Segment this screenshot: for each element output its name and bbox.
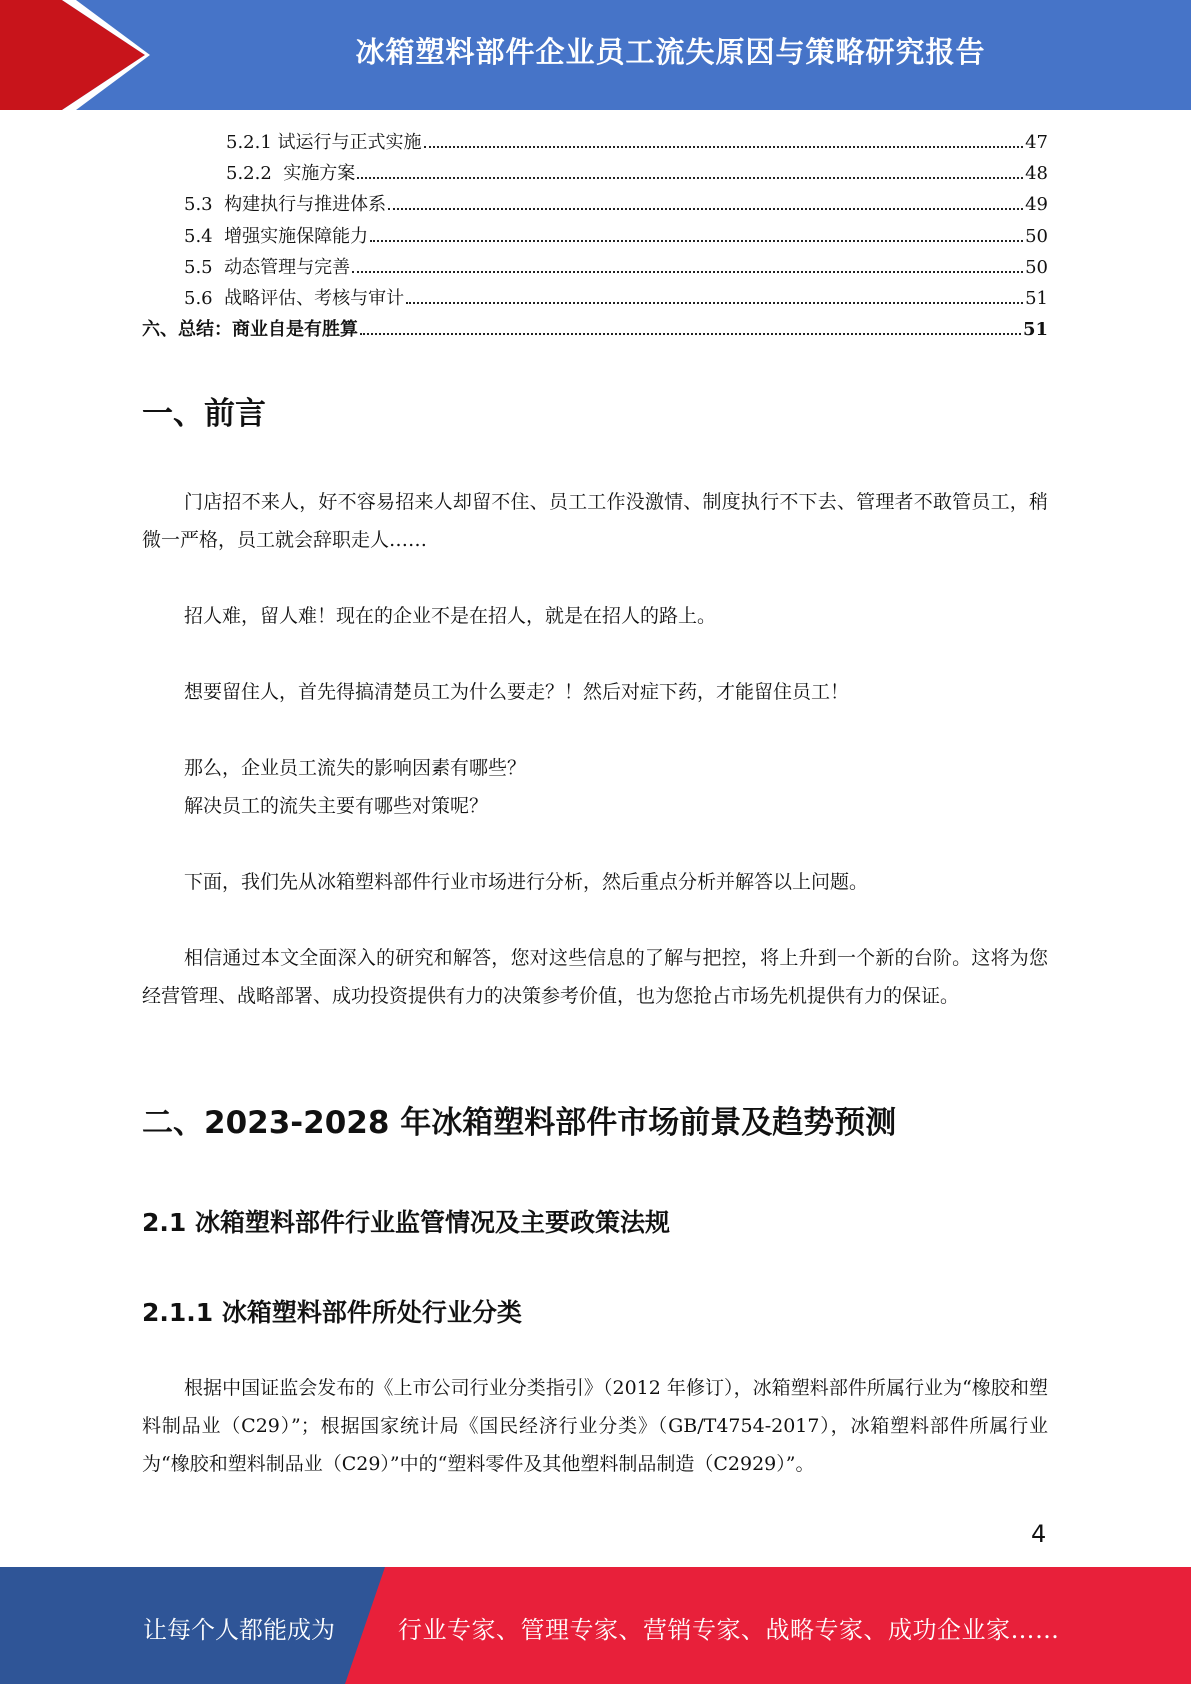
toc-leader-dots — [370, 239, 1023, 242]
toc-leader-dots — [352, 270, 1023, 273]
toc-entry[interactable] — [142, 222, 1048, 253]
toc-entry-title: 战略评估、考核与审计 — [224, 287, 405, 309]
paragraph: 招人难，留人难！现在的企业不是在招人，就是在招人的路上。 — [184, 605, 717, 627]
toc-entry-number: 5.2.2 — [226, 163, 278, 185]
paragraph: 想要留住人，首先得搞清楚员工为什么要走？！然后对症下药，才能留住员工！ — [184, 681, 850, 703]
paragraph: 解决员工的流失主要有哪些对策呢？ — [184, 795, 489, 817]
toc-leader-dots — [360, 332, 1021, 335]
toc-entry-title: 试运行与正式实施 — [277, 132, 422, 153]
section-heading-market: 二、2023-2028 年冰箱塑料部件市场前景及趋势预测 — [142, 1105, 897, 1141]
toc-entry-page: 50 — [1025, 225, 1048, 247]
toc-entry-title: 构建执行与推进体系 — [224, 194, 387, 216]
subsection-heading: 2.1.1 冰箱塑料部件所处行业分类 — [142, 1298, 522, 1327]
page-header — [0, 0, 1191, 110]
toc-leader-dots — [424, 145, 1024, 148]
toc-entry[interactable] — [142, 190, 1048, 221]
footer-slogan-left: 让每个人都能成为 — [143, 1616, 335, 1644]
toc-entry[interactable] — [142, 253, 1048, 284]
paragraph: 下面，我们先从冰箱塑料部件行业市场进行分析，然后重点分析并解答以上问题。 — [184, 871, 869, 893]
table-of-contents — [142, 128, 1048, 346]
footer-slogan-right: 行业专家、管理专家、营销专家、战略专家、成功企业家…… — [398, 1616, 1060, 1644]
paragraph: 门店招不来人，好不容易招来人却留不住、员工工作没激情、制度执行不下去、管理者不敢管员工，稍微一严格，员工就会辞职走人…… — [142, 491, 1048, 551]
toc-entry-page: 51 — [1022, 319, 1048, 341]
toc-leader-dots — [357, 176, 1023, 179]
toc-entry-title: 六、总结：商业自是有胜算 — [142, 319, 358, 341]
toc-entry-number: 5.6 — [184, 287, 219, 309]
toc-entry-page: 48 — [1025, 163, 1048, 185]
subsection-heading: 2.1 冰箱塑料部件行业监管情况及主要政策法规 — [142, 1208, 670, 1237]
header-chevron-decoration — [0, 0, 160, 110]
toc-entry[interactable] — [142, 315, 1048, 346]
toc-leader-dots — [406, 301, 1023, 304]
toc-entry-page: 50 — [1025, 256, 1048, 278]
toc-entry[interactable] — [142, 284, 1048, 315]
toc-entry-title: 动态管理与完善 — [224, 256, 351, 278]
paragraph: 那么，企业员工流失的影响因素有哪些？ — [184, 757, 527, 779]
page-number: 4 — [1031, 1520, 1047, 1548]
toc-entry[interactable] — [142, 128, 1048, 159]
toc-entry-page: 51 — [1025, 287, 1048, 309]
toc-entry-page: 49 — [1025, 194, 1048, 216]
paragraph: 相信通过本文全面深入的研究和解答，您对这些信息的了解与把控，将上升到一个新的台阶。这将为您经营管理、战略部署、成功投资提供有力的决策参考价值，也为您抢占市场先机提供有力的保证。 — [142, 947, 1048, 1007]
toc-entry[interactable] — [142, 159, 1048, 190]
toc-entry-page: 47 — [1025, 132, 1048, 153]
toc-leader-dots — [388, 207, 1023, 210]
toc-entry-title: 实施方案 — [283, 163, 356, 185]
toc-entry-number: 5.3 — [184, 194, 219, 216]
toc-entry-number: 5.5 — [184, 256, 219, 278]
report-title: 冰箱塑料部件企业员工流失原因与策略研究报告 — [355, 34, 986, 69]
toc-entry-number: 5.2.1 — [226, 132, 272, 153]
section-heading-preface: 一、前言 — [142, 396, 266, 432]
toc-entry-number: 5.4 — [184, 225, 219, 247]
paragraph: 根据中国证监会发布的《上市公司行业分类指引》（2012 年修订），冰箱塑料部件所属行业为“橡胶和塑料制品业（C29）”；根据国家统计局《国民经济行业分类》（GB/T4754-2017），冰箱塑料部件所属行业为“橡胶和塑料制品业（C29）”中的“塑料零件及其他塑料制品制造（C2929）”。 — [142, 1377, 1048, 1475]
toc-entry-title: 增强实施保障能力 — [224, 225, 369, 247]
